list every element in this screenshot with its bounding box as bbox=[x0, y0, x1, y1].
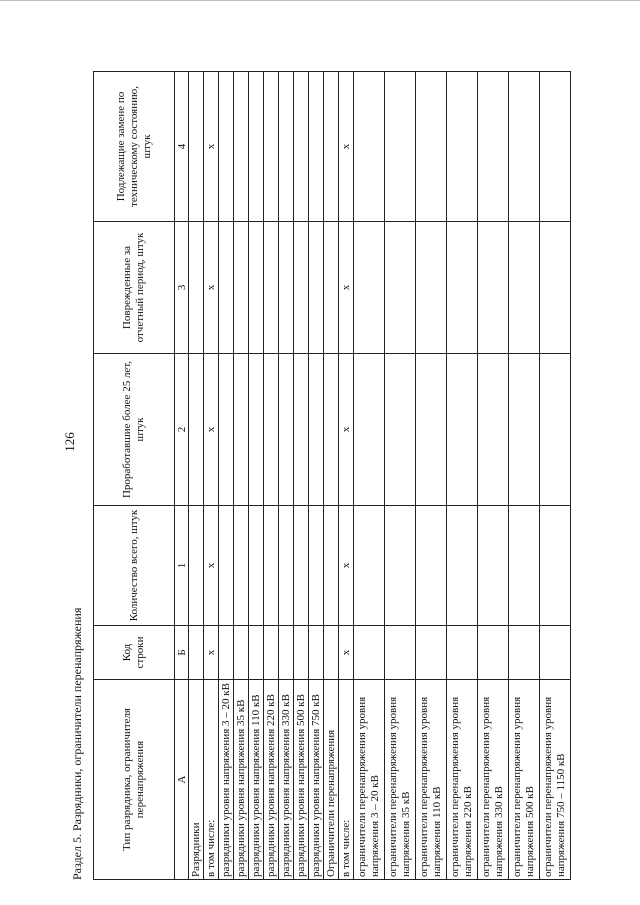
header-row bbox=[94, 72, 175, 880]
table-cell bbox=[540, 626, 571, 680]
table-cell bbox=[354, 506, 385, 626]
table-cell bbox=[264, 72, 279, 222]
table-cell bbox=[219, 222, 234, 354]
row-label: ограничители перенапряжения уровня напряжения 3 – 20 кВ bbox=[354, 680, 385, 880]
row-label: ограничители перенапряжения уровня напряжения 110 кВ bbox=[416, 680, 447, 880]
table-cell bbox=[478, 72, 509, 222]
table-row bbox=[447, 72, 478, 880]
table-cell bbox=[264, 506, 279, 626]
table-cell bbox=[540, 72, 571, 222]
section-title: Раздел 5. Разрядники, ограничители перенапряжения bbox=[70, 607, 84, 880]
table-cell bbox=[385, 506, 416, 626]
table-row bbox=[509, 72, 540, 880]
row-label: Разрядники bbox=[189, 680, 204, 880]
row-label: разрядники уровня напряжения 500 кВ bbox=[294, 680, 309, 880]
table-cell bbox=[279, 72, 294, 222]
table-cell bbox=[189, 626, 204, 680]
table-cell bbox=[478, 626, 509, 680]
table-row bbox=[540, 72, 571, 880]
table-row bbox=[204, 72, 219, 880]
table-cell bbox=[324, 222, 339, 354]
col-header-over25: Проработавшие более 25 лет, штук bbox=[94, 354, 175, 506]
col-number: Б bbox=[175, 626, 189, 680]
table-cell bbox=[509, 222, 540, 354]
table-cell bbox=[249, 354, 264, 506]
row-label: разрядники уровня напряжения 110 кВ bbox=[249, 680, 264, 880]
table-cell bbox=[294, 626, 309, 680]
table-cell bbox=[234, 626, 249, 680]
table-row bbox=[189, 72, 204, 880]
table-row bbox=[478, 72, 509, 880]
table-cell bbox=[509, 626, 540, 680]
table-cell bbox=[540, 222, 571, 354]
table-cell bbox=[478, 354, 509, 506]
row-label: разрядники уровня напряжения 330 кВ bbox=[279, 680, 294, 880]
table-cell bbox=[447, 354, 478, 506]
table-cell bbox=[294, 72, 309, 222]
col-header-total: Количество всего, штук bbox=[94, 506, 175, 626]
row-label: ограничители перенапряжения уровня напряжения 500 кВ bbox=[509, 680, 540, 880]
table-cell bbox=[354, 626, 385, 680]
rotated-content bbox=[62, 60, 640, 880]
table-cell bbox=[219, 626, 234, 680]
table-cell: х bbox=[204, 222, 219, 354]
table-cell bbox=[234, 72, 249, 222]
column-number-row bbox=[175, 72, 189, 880]
table-cell bbox=[249, 506, 264, 626]
col-number: 2 bbox=[175, 354, 189, 506]
row-label: ограничители перенапряжения уровня напряжения 220 кВ bbox=[447, 680, 478, 880]
table-cell bbox=[249, 222, 264, 354]
table-cell bbox=[540, 506, 571, 626]
table-cell bbox=[416, 222, 447, 354]
table-cell bbox=[279, 354, 294, 506]
table-row bbox=[309, 72, 324, 880]
row-label: разрядники уровня напряжения 35 кВ bbox=[234, 680, 249, 880]
table-cell bbox=[294, 222, 309, 354]
row-label: Ограничители перенапряжения bbox=[324, 680, 339, 880]
report-table bbox=[93, 71, 571, 880]
table-cell bbox=[279, 222, 294, 354]
table-row bbox=[294, 72, 309, 880]
table-cell bbox=[264, 354, 279, 506]
table-cell bbox=[189, 354, 204, 506]
table-cell bbox=[249, 626, 264, 680]
table-cell bbox=[509, 354, 540, 506]
table-cell bbox=[219, 72, 234, 222]
table-cell bbox=[324, 626, 339, 680]
table-cell bbox=[416, 72, 447, 222]
table-cell bbox=[324, 506, 339, 626]
table-cell bbox=[509, 506, 540, 626]
table-cell bbox=[416, 626, 447, 680]
table-cell: х bbox=[204, 506, 219, 626]
page-number: 126 bbox=[62, 432, 77, 452]
table-cell bbox=[309, 626, 324, 680]
table-cell bbox=[309, 222, 324, 354]
table-row bbox=[385, 72, 416, 880]
table-row bbox=[234, 72, 249, 880]
table-cell bbox=[354, 72, 385, 222]
table-cell bbox=[309, 72, 324, 222]
table-cell bbox=[447, 506, 478, 626]
row-label: ограничители перенапряжения уровня напряжения 750 – 1150 кВ bbox=[540, 680, 571, 880]
table-cell bbox=[385, 222, 416, 354]
table-cell bbox=[309, 506, 324, 626]
table-cell bbox=[309, 354, 324, 506]
table-cell bbox=[509, 72, 540, 222]
col-header-code: Код строки bbox=[94, 626, 175, 680]
row-label: разрядники уровня напряжения 750 кВ bbox=[309, 680, 324, 880]
table-cell bbox=[447, 222, 478, 354]
table-cell: х bbox=[339, 72, 354, 222]
table-row bbox=[416, 72, 447, 880]
table-row bbox=[339, 72, 354, 880]
table-cell: х bbox=[339, 354, 354, 506]
col-header-replace: Подлежащие замене по техническому состоянию, штук bbox=[94, 72, 175, 222]
table-cell: х bbox=[339, 626, 354, 680]
table-cell: х bbox=[204, 354, 219, 506]
table-cell bbox=[354, 222, 385, 354]
row-label: ограничители перенапряжения уровня напряжения 35 кВ bbox=[385, 680, 416, 880]
table-cell bbox=[478, 506, 509, 626]
row-label: ограничители перенапряжения уровня напряжения 330 кВ bbox=[478, 680, 509, 880]
table-row bbox=[324, 72, 339, 880]
table-cell bbox=[279, 626, 294, 680]
col-number: 3 bbox=[175, 222, 189, 354]
table-cell bbox=[416, 506, 447, 626]
table-cell bbox=[324, 354, 339, 506]
table-cell bbox=[264, 222, 279, 354]
table-cell bbox=[219, 506, 234, 626]
table-cell: х bbox=[204, 626, 219, 680]
table-cell: х bbox=[204, 72, 219, 222]
table-cell bbox=[234, 506, 249, 626]
col-number: А bbox=[175, 680, 189, 880]
row-label: в том числе: bbox=[204, 680, 219, 880]
table-cell bbox=[447, 72, 478, 222]
table-row bbox=[279, 72, 294, 880]
row-label: разрядники уровня напряжения 3 – 20 кВ bbox=[219, 680, 234, 880]
col-header-type: Тип разрядника, ограничителя перенапряжения bbox=[94, 680, 175, 880]
table-cell: х bbox=[339, 222, 354, 354]
col-number: 1 bbox=[175, 506, 189, 626]
table-cell bbox=[294, 354, 309, 506]
table-cell bbox=[234, 222, 249, 354]
table-cell bbox=[324, 72, 339, 222]
table-cell bbox=[385, 626, 416, 680]
table-cell bbox=[189, 222, 204, 354]
table-cell bbox=[264, 626, 279, 680]
table-cell bbox=[294, 506, 309, 626]
table-cell bbox=[540, 354, 571, 506]
table-cell bbox=[279, 506, 294, 626]
table-cell bbox=[385, 72, 416, 222]
page-edge bbox=[0, 0, 640, 1]
table-cell bbox=[447, 626, 478, 680]
table-cell bbox=[416, 354, 447, 506]
row-label: разрядники уровня напряжения 220 кВ bbox=[264, 680, 279, 880]
col-header-damaged: Поврежденные за отчетный период, штук bbox=[94, 222, 175, 354]
row-label: в том числе: bbox=[339, 680, 354, 880]
table-row bbox=[249, 72, 264, 880]
table-cell bbox=[189, 72, 204, 222]
table-cell bbox=[385, 354, 416, 506]
col-number: 4 bbox=[175, 72, 189, 222]
table-cell bbox=[354, 354, 385, 506]
table-cell bbox=[249, 72, 264, 222]
table-cell bbox=[234, 354, 249, 506]
table-cell bbox=[189, 506, 204, 626]
table-row bbox=[264, 72, 279, 880]
table-row bbox=[219, 72, 234, 880]
table-cell bbox=[219, 354, 234, 506]
table-row bbox=[354, 72, 385, 880]
table-cell bbox=[478, 222, 509, 354]
table-cell: х bbox=[339, 506, 354, 626]
